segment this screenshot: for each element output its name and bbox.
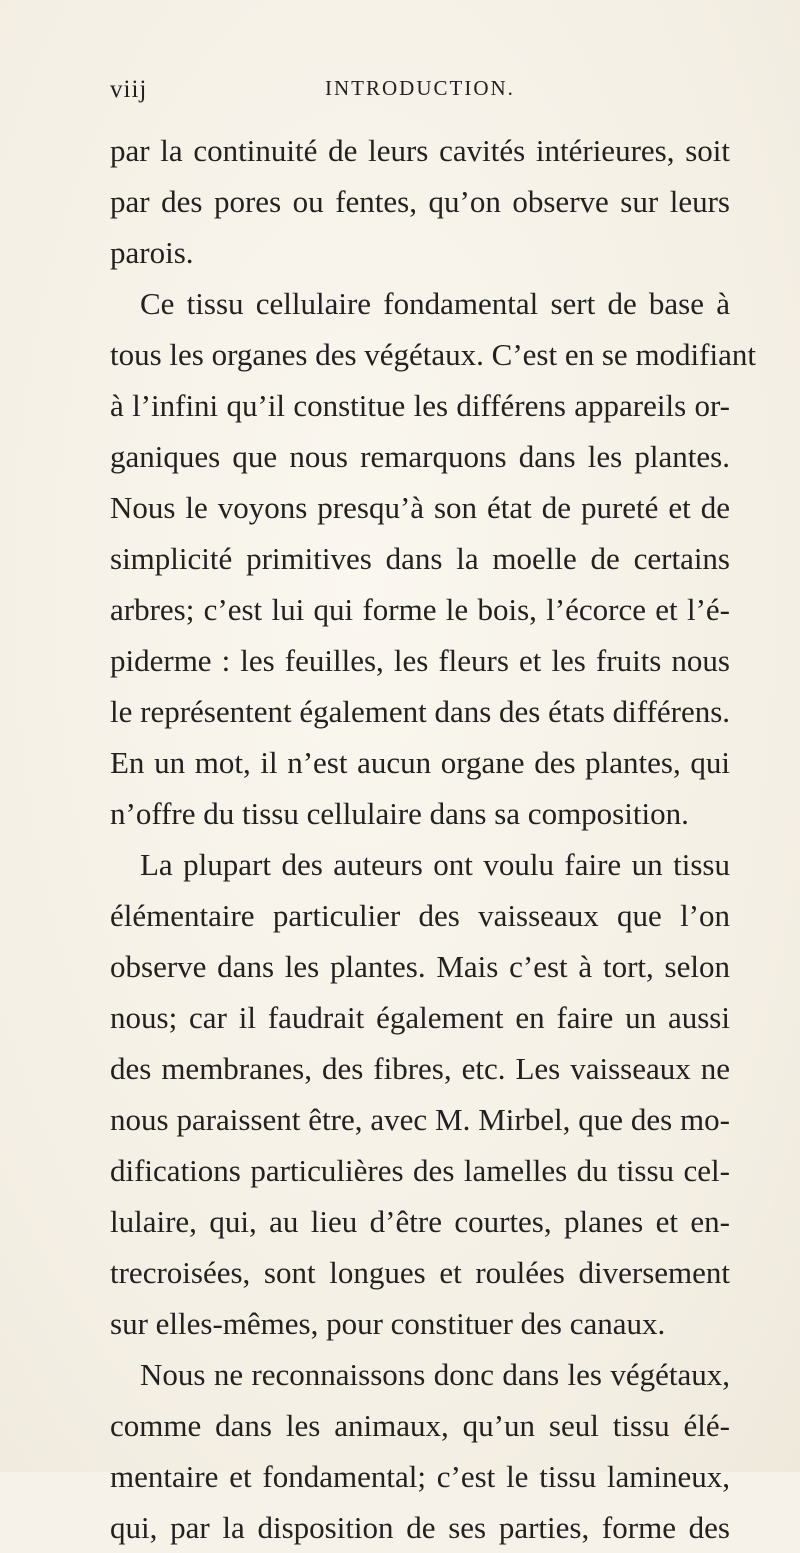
- text-line: observe dans les plantes. Mais c’est à tort, selon: [110, 949, 730, 984]
- text-line: En un mot, il n’est aucun organe des plantes, qui: [110, 745, 730, 780]
- text-line: qui, par la disposition de ses parties, forme des: [110, 1510, 730, 1545]
- text-line: le représentent également dans des états différens.: [110, 694, 731, 729]
- running-head: [110, 76, 730, 110]
- text-line: des membranes, des fibres, etc. Les vaisseaux ne: [110, 1051, 730, 1086]
- text-line: par la continuité de leurs cavités intérieures, soit: [110, 133, 730, 168]
- text-line: élémentaire particulier des vaisseaux que l’on: [110, 898, 730, 933]
- text-line: comme dans les animaux, qu’un seul tissu élé-: [110, 1408, 730, 1443]
- chapter-title: INTRODUCTION.: [325, 76, 515, 100]
- text-line: piderme : les feuilles, les fleurs et les fruits nous: [110, 643, 730, 678]
- text-line: nous paraissent être, avec M. Mirbel, que des mo-: [110, 1102, 730, 1137]
- text-line: tous les organes des végétaux. C’est en se modifiant: [110, 337, 756, 372]
- text-line: Nous le voyons presqu’à son état de pureté et de: [110, 490, 730, 525]
- text-line: mentaire et fondamental; c’est le tissu lamineux,: [110, 1459, 730, 1494]
- text-line: ganiques que nous remarquons dans les plantes.: [110, 439, 730, 474]
- text-line: Nous ne reconnaissons donc dans les végétaux,: [140, 1357, 730, 1392]
- text-line: parois.: [110, 235, 194, 270]
- text-line: nous; car il faudrait également en faire un aussi: [110, 1000, 730, 1035]
- text-line: arbres; c’est lui qui forme le bois, l’écorce et l’é-: [110, 592, 730, 627]
- text-line: simplicité primitives dans la moelle de certains: [110, 541, 730, 576]
- text-line: sur elles-mêmes, pour constituer des canaux.: [110, 1306, 666, 1341]
- text-line: n’offre du tissu cellulaire dans sa composition.: [110, 796, 689, 831]
- text-line: La plupart des auteurs ont voulu faire un tissu: [140, 847, 730, 882]
- body-text: [110, 125, 756, 1553]
- text-line: difications particulières des lamelles du tissu cel-: [110, 1153, 730, 1188]
- text-line: par des pores ou fentes, qu’on observe sur leurs: [110, 184, 730, 219]
- text-line: Ce tissu cellulaire fondamental sert de base à: [140, 286, 730, 321]
- text-line: lulaire, qui, au lieu d’être courtes, planes et en-: [110, 1204, 730, 1239]
- text-line: trecroisées, sont longues et roulées diversement: [110, 1255, 730, 1290]
- page-number: viij: [110, 76, 148, 103]
- text-line: à l’infini qu’il constitue les différens appareils or-: [110, 388, 730, 423]
